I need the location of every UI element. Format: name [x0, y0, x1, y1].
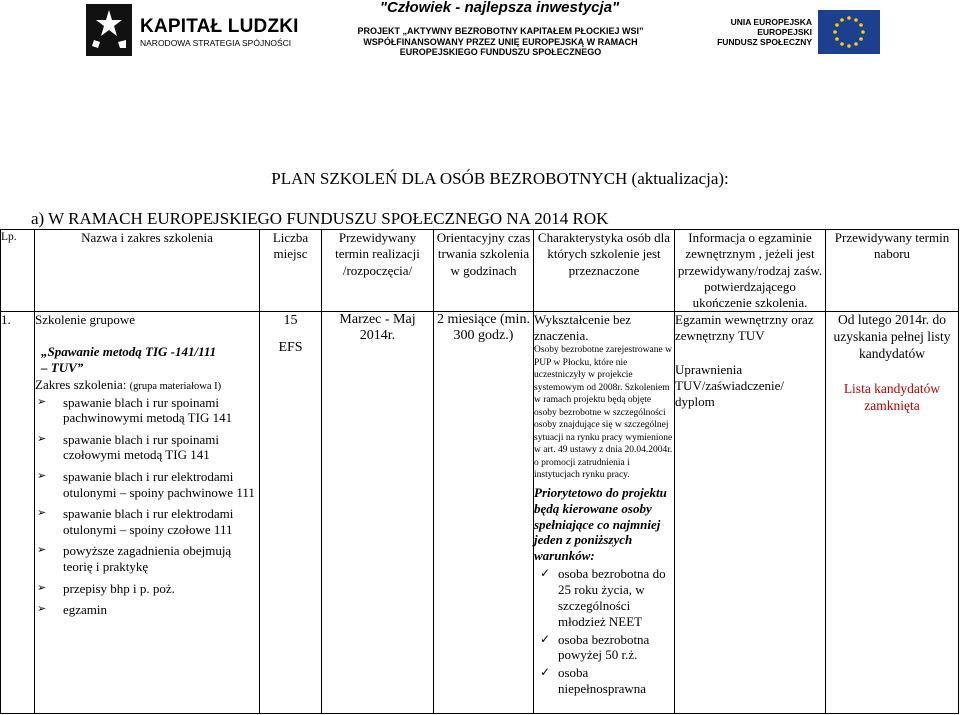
project-line-2: WSPÓŁFINANSOWANY PRZEZ UNIĘ EUROPEJSKĄ W RAMACH — [363, 37, 638, 47]
row-hours: 2 miesiące (min. 300 godz.) — [434, 312, 534, 714]
row-recruitment-cell — [826, 312, 959, 714]
kl-subtitle: NARODOWA STRATEGIA SPÓJNOŚCI — [140, 38, 292, 48]
places-count: 15 — [283, 313, 298, 329]
project-slogan: "Człowiek - najlepsza inwestycja" — [379, 0, 620, 16]
section-title: a) W RAMACH EUROPEJSKIEGO FUNDUSZU SPOŁECZNEGO NA 2014 ROK — [31, 209, 609, 228]
ue-line-3: FUNDUSZ SPOŁECZNY — [717, 36, 812, 47]
exam-certificate: Uprawnienia TUV/zaświadczenie/ dyplom — [675, 361, 785, 409]
char-education: Wykształcenie bez znaczenia. — [534, 312, 632, 344]
row-name-cell — [35, 312, 260, 714]
project-line-1: PROJEKT „AKTYWNY BEZROBOTNY KAPITAŁEM PŁOCKIEJ WSI” — [357, 26, 644, 36]
row-exam-cell — [675, 312, 826, 714]
recruitment-period: Od lutego 2014r. do uzyskania pełnej listy kandydatów — [833, 312, 951, 361]
scope-label — [35, 377, 259, 394]
eu-flag-icon — [818, 10, 880, 54]
row-lp: 1. — [1, 312, 35, 714]
list-item: ➢ powyższe zagadnienia obejmują teorię i praktykę — [63, 543, 259, 574]
char-description: Osoby bezrobotne zarejestrowane w PUP w Płocku, które nie uczestniczyły w projekcie systemowym od 2008r. Szkoleniem w ramach projektu będą objęte osoby bezrobotne w szczególności osoby znajdujące się w szczególnej sytuacji na rynku pracy wymienione w art. 49 ustawy z dnia 20.04.2004r. o promocji zatrudnienia i instytucjach rynku pracy. — [534, 344, 673, 481]
header-term: Przewidywany termin realizacji /rozpoczęcia/ — [322, 230, 434, 312]
list-item: ✓ osoba bezrobotna powyżej 50 r.ż. — [558, 632, 674, 664]
header-band — [0, 0, 960, 62]
header-hours: Orientacyjny czas trwania szkolenia w godzinach — [434, 230, 534, 312]
course-title-line-1: „Spawanie metodą TIG -141/111 — [41, 344, 217, 360]
training-plan-table — [0, 229, 959, 714]
char-priority: Priorytetowo do projektu będą kierowane osoby spełniające co najmniej jeden z poniższych warunków: — [534, 484, 667, 564]
recruitment-status: Lista kandydatów zamknięta — [843, 380, 941, 413]
list-item: ➢ spawanie blach i rur spoinami pachwinowymi metodą TIG 141 — [63, 395, 259, 426]
ue-line-2: EUROPEJSKI — [757, 26, 812, 37]
scope-label-text: Zakres szkolenia: — [35, 376, 127, 392]
ue-label — [692, 18, 812, 47]
header-lp: Lp. — [1, 230, 35, 312]
row-places-cell — [260, 312, 322, 714]
list-item: ➢ przepisy bhp i p. poż. — [63, 581, 259, 597]
header-name: Nazwa i zakres szkolenia — [35, 230, 260, 312]
row-term: Marzec - Maj 2014r. — [322, 312, 434, 714]
kapital-ludzki-emblem-icon — [86, 4, 132, 56]
kl-title: KAPITAŁ LUDZKI — [140, 16, 299, 37]
scope-list — [35, 395, 259, 618]
char-conditions-list — [534, 566, 674, 697]
list-item: ➢ spawanie blach i rur elektrodami otulonymi – spoiny pachwinowe 111 — [63, 469, 259, 500]
scope-note: (grupa materiałowa I) — [129, 380, 222, 392]
table-row — [1, 312, 959, 714]
course-title-line-2: – TUV” — [41, 359, 84, 375]
list-item: ✓ osoba bezrobotna do 25 roku życia, w szczególności młodzież NEET — [558, 566, 674, 629]
header-exam: Informacja o egzaminie zewnętrznym , jeżeli jest przewidywany/rodzaj zaśw. potwierdzającego ukończenie szkolenia. — [675, 230, 826, 312]
project-line-3: EUROPEJSKIEGO FUNDUSZU SPOŁECZNEGO — [399, 47, 602, 57]
ue-line-1: UNIA EUROPEJSKA — [730, 17, 812, 27]
header-places: Liczba miejsc — [260, 230, 322, 312]
row-characteristics-cell — [534, 312, 675, 714]
list-item: ➢ egzamin — [63, 602, 259, 618]
header-characteristics: Charakterystyka osób dla których szkolenie jest przeznaczone — [534, 230, 675, 312]
training-group: Szkolenie grupowe — [35, 312, 136, 328]
funding-source: EFS — [278, 340, 303, 356]
exam-type: Egzamin wewnętrzny oraz zewnętrzny TUV — [675, 312, 814, 344]
plan-title: PLAN SZKOLEŃ DLA OSÓB BEZROBOTNYCH (aktualizacja): — [271, 169, 729, 188]
header-recruitment: Przewidywany termin naboru — [826, 230, 959, 312]
list-item: ➢ spawanie blach i rur elektrodami otulonymi – spoiny czołowe 111 — [63, 506, 259, 537]
list-item: ✓ osoba niepełnosprawna — [558, 665, 674, 697]
list-item: ➢ spawanie blach i rur spoinami czołowymi metodą TIG 141 — [63, 432, 259, 463]
table-header-row — [1, 230, 959, 312]
